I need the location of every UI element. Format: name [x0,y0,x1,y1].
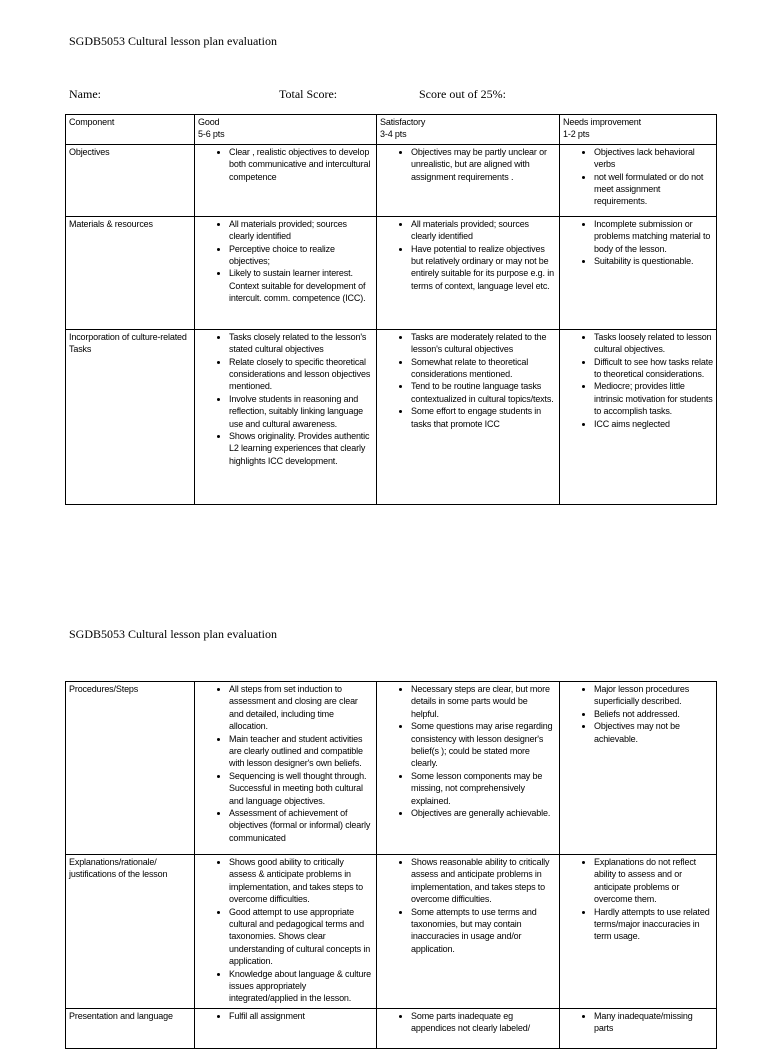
criterion-item: • Beliefs not addressed. [594,708,713,720]
header-satisfactory [377,115,560,145]
header-needs-improvement [560,115,717,145]
criterion-item: • Have potential to realize objectives but relatively ordinary or may not be entirely suitable for its purpose e.g. in terms of context, language level etc. [411,243,556,293]
component-cell: Materials & resources [66,216,195,329]
good-criteria-cell [195,144,377,216]
good-criteria-list [198,856,373,1005]
criterion-item: • Mediocre; provides little intrinsic motivation for students to accomplish tasks. [594,380,713,417]
document-title-page2: SGDB5053 Cultural lesson plan evaluation [69,627,277,641]
criterion-item: • Shows originality. Provides authentic L2 learning experiences that clearly highlights ICC development. [229,430,373,467]
table-row [66,144,717,216]
good-criteria-cell [195,216,377,329]
good-criteria-cell [195,855,377,1009]
satisfactory-criteria-list [380,218,556,292]
criterion-item: • Incomplete submission or problems matching material to body of the lesson. [594,218,713,255]
criterion-item: • Major lesson procedures superficially described. [594,683,713,708]
criterion-item: • Some lesson components may be missing, not comprehensively explained. [411,770,556,807]
good-criteria-cell [195,1008,377,1048]
needs-criteria-list [563,683,713,745]
criterion-item: • Tasks are moderately related to the lesson's cultural objectives [411,331,556,356]
good-criteria-cell [195,682,377,855]
header-good [195,115,377,145]
header-needs-label: Needs improvement [563,117,641,127]
header-satisfactory-points: 3-4 pts [380,129,407,140]
needs-criteria-cell [560,329,717,504]
satisfactory-criteria-list [380,146,556,183]
name-label: Name: [69,87,101,101]
header-good-points: 5-6 pts [198,129,225,140]
table-row [66,216,717,329]
criterion-item: • Tasks loosely related to lesson cultural objectives. [594,331,713,356]
total-score-label: Total Score: [279,87,338,101]
satisfactory-criteria-list [380,331,556,430]
criterion-item: • Objectives are generally achievable. [411,807,556,819]
criterion-item: • All materials provided; sources clearly identified [411,218,556,243]
header-needs-points: 1-2 pts [563,129,590,140]
component-cell: Presentation and language [66,1008,195,1048]
needs-criteria-cell [560,216,717,329]
good-criteria-cell [195,329,377,504]
criterion-item: • Relate closely to specific theoretical considerations and lesson objectives mentioned. [229,356,373,393]
satisfactory-criteria-cell [377,855,560,1009]
needs-criteria-cell [560,1008,717,1048]
table-row [66,1008,717,1048]
criterion-item: • Many inadequate/missing parts [594,1010,713,1035]
criterion-item: • Knowledge about language & culture issues appropriately integrated/applied in the lesson. [229,968,373,1005]
good-criteria-list [198,331,373,467]
table-row [66,329,717,504]
satisfactory-criteria-cell [377,1008,560,1048]
criterion-item: • Shows good ability to critically assess & anticipate problems in implementation, and takes steps to overcome difficulties. [229,856,373,906]
criterion-item: • not well formulated or do not meet assignment requirements. [594,171,713,208]
criterion-item: • Likely to sustain learner interest. Context suitable for development of intercult. comm. competence (ICC). [229,267,373,304]
needs-criteria-list [563,146,713,208]
document-title: SGDB5053 Cultural lesson plan evaluation [69,34,277,48]
criterion-item: • Objectives may not be achievable. [594,720,713,745]
score-out-of-label: Score out of 25%: [419,87,506,101]
satisfactory-criteria-list [380,1010,556,1035]
needs-criteria-cell [560,855,717,1009]
needs-criteria-cell [560,144,717,216]
good-criteria-list [198,683,373,844]
component-cell: Explanations/rationale/ justifications of the lesson [66,855,195,1009]
satisfactory-criteria-cell [377,144,560,216]
criterion-item: • Some parts inadequate eg appendices not clearly labeled/ [411,1010,556,1035]
satisfactory-criteria-list [380,856,556,955]
good-criteria-list [198,1010,373,1022]
header-good-label: Good [198,117,220,127]
criterion-item: • Tend to be routine language tasks contextualized in cultural topics/texts. [411,380,556,405]
good-criteria-list [198,146,373,183]
component-cell: Procedures/Steps [66,682,195,855]
criterion-item: • Sequencing is well thought through. Successful in meeting both cultural and language objectives. [229,770,373,807]
good-criteria-list [198,218,373,305]
needs-criteria-list [563,218,713,268]
needs-criteria-list [563,856,713,943]
criterion-item: • Somewhat relate to theoretical considerations mentioned. [411,356,556,381]
criterion-item: • Clear , realistic objectives to develop both communicative and intercultural competence [229,146,373,183]
criterion-item: • Necessary steps are clear, but more details in some parts would be helpful. [411,683,556,720]
criterion-item: • Involve students in reasoning and reflection, suitably linking language use and cultural awareness. [229,393,373,430]
criterion-item: • Perceptive choice to realize objectives; [229,243,373,268]
needs-criteria-list [563,331,713,430]
table-header-row [66,115,717,145]
criterion-item: • Some effort to engage students in tasks that promote ICC [411,405,556,430]
criterion-item: • Suitability is questionable. [594,255,713,267]
criterion-item: • Main teacher and student activities are clearly outlined and compatible with lesson designer's own beliefs. [229,733,373,770]
rubric-table-page2 [65,681,717,1049]
table-row [66,682,717,855]
criterion-item: • Difficult to see how tasks relate to theoretical considerations. [594,356,713,381]
component-cell: Incorporation of culture-related Tasks [66,329,195,504]
criterion-item: • Shows reasonable ability to critically assess and anticipate problems in implementation, and takes steps to overcome difficulties. [411,856,556,906]
rubric-table-page1 [65,114,717,505]
satisfactory-criteria-list [380,683,556,819]
satisfactory-criteria-cell [377,329,560,504]
criterion-item: • Objectives may be partly unclear or unrealistic, but are aligned with assignment requirements . [411,146,556,183]
criterion-item: • Tasks closely related to the lesson's stated cultural objectives [229,331,373,356]
needs-criteria-list [563,1010,713,1035]
header-component: Component [66,115,195,145]
criterion-item: • Objectives lack behavioral verbs [594,146,713,171]
criterion-item: • Some attempts to use terms and taxonomies, but may contain inaccuracies in usage and/or application. [411,906,556,956]
criterion-item: • Some questions may arise regarding consistency with lesson designer's belief(s ); could be stated more clearly. [411,720,556,770]
criterion-item: • Good attempt to use appropriate cultural and pedagogical terms and taxonomies. Shows clear understanding of cultural concepts in application. [229,906,373,968]
component-cell: Objectives [66,144,195,216]
criterion-item: • ICC aims neglected [594,418,713,430]
table-row [66,855,717,1009]
criterion-item: • Explanations do not reflect ability to assess and or anticipate problems or overcome them. [594,856,713,906]
criterion-item: • Assessment of achievement of objectives (formal or informal) clearly communicated [229,807,373,844]
header-satisfactory-label: Satisfactory [380,117,426,127]
satisfactory-criteria-cell [377,216,560,329]
criterion-item: • All steps from set induction to assessment and closing are clear and detailed, including time allocation. [229,683,373,733]
needs-criteria-cell [560,682,717,855]
satisfactory-criteria-cell [377,682,560,855]
criterion-item: • All materials provided; sources clearly identified [229,218,373,243]
criterion-item: • Hardly attempts to use related terms/major inaccuracies in term usage. [594,906,713,943]
criterion-item: • Fulfil all assignment [229,1010,373,1022]
